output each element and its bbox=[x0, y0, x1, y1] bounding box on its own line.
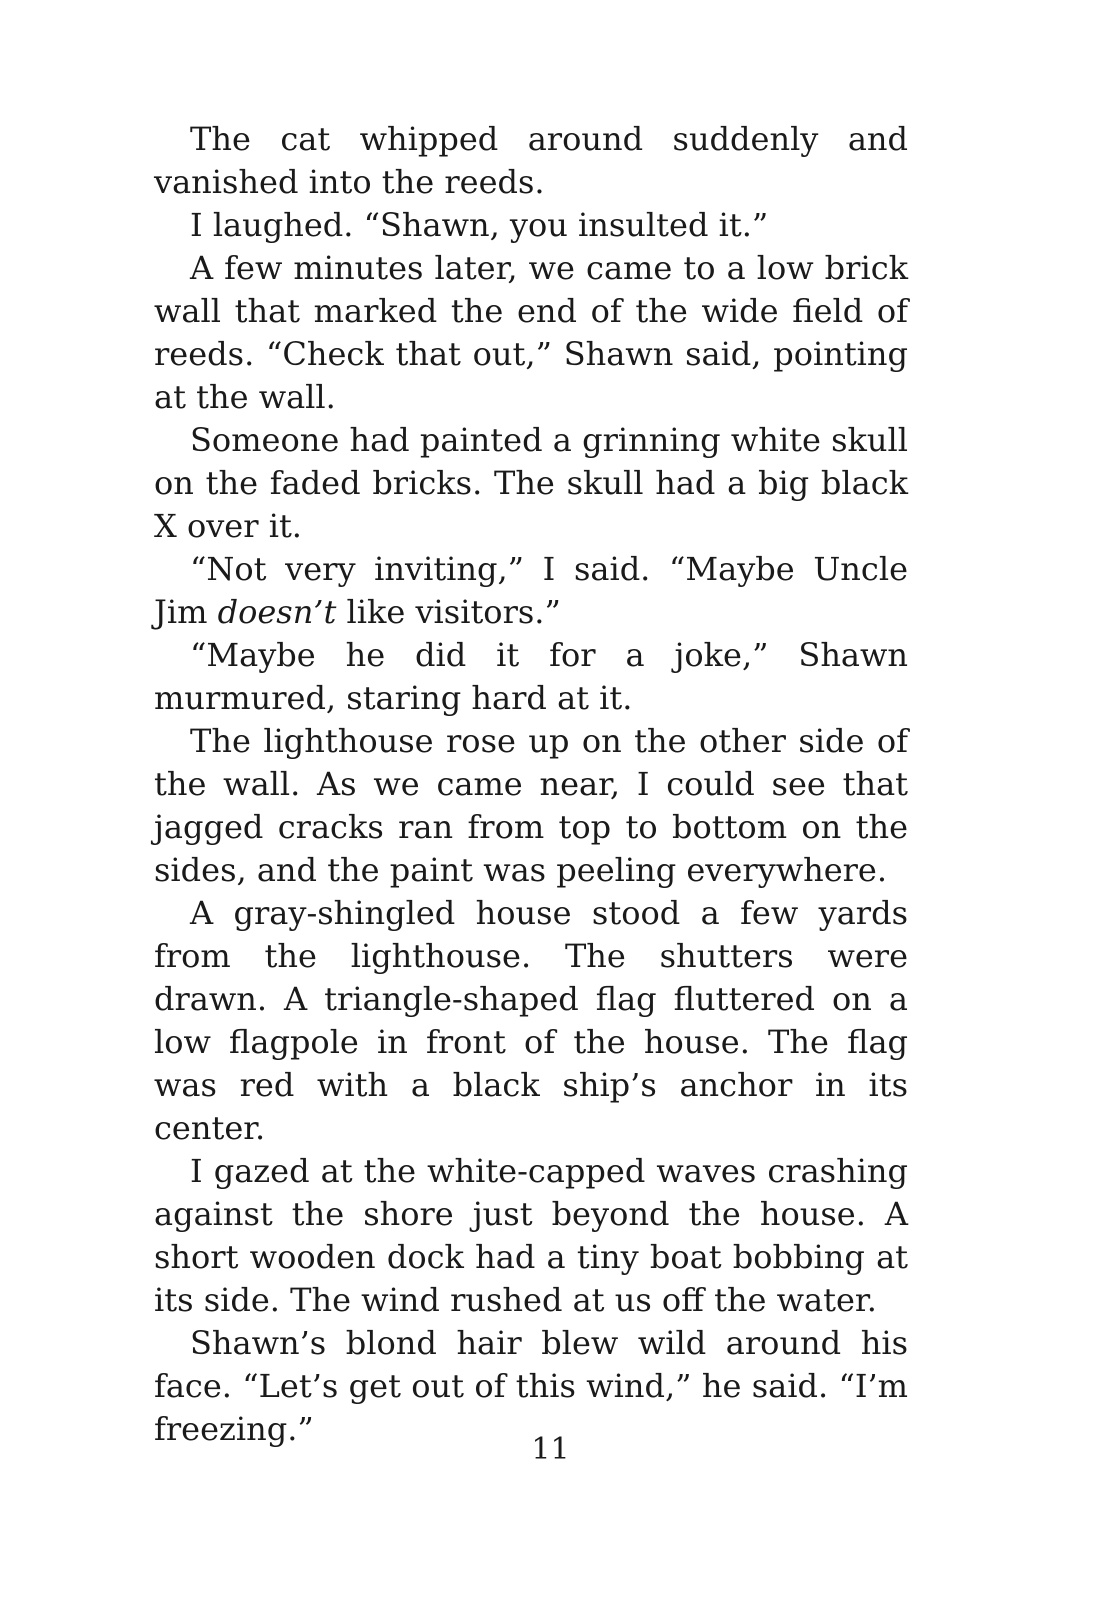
paragraph bbox=[154, 548, 908, 634]
paragraph: I gazed at the white-capped waves crashing against the shore just beyond the house. A short wooden dock had a tiny boat bobbing at its side. The wind rushed at us off the water. bbox=[154, 1152, 908, 1319]
paragraph: I laughed. “Shawn, you insulted it.” bbox=[190, 206, 769, 244]
paragraph: The lighthouse rose up on the other side of the wall. As we came near, I could see that jagged cracks ran from top to bottom on the sides, and the paint was peeling everywhere. bbox=[154, 722, 908, 889]
paragraph: Shawn’s blond hair blew wild around his face. “Let’s get out of this wind,” he said. “I’m freezing.” bbox=[154, 1324, 908, 1448]
paragraph: A gray-shingled house stood a few yards from the lighthouse. The shutters were drawn. A triangle-shaped flag fluttered on a low flagpole in front of the house. The flag was red with a black ship’s anchor in its center. bbox=[154, 894, 908, 1147]
page-number: 11 bbox=[531, 1432, 570, 1467]
paragraph: A few minutes later, we came to a low brick wall that marked the end of the wide field of reeds. “Check that out,” Shawn said, pointing at the wall. bbox=[154, 249, 908, 416]
paragraph-text: “Not very inviting,” I said. “Maybe Uncle Jim bbox=[154, 550, 908, 631]
paragraph: “Maybe he did it for a joke,” Shawn murmured, staring hard at it. bbox=[154, 636, 908, 717]
paragraph-text: like visitors.” bbox=[336, 593, 561, 631]
body-text bbox=[154, 118, 908, 1451]
paragraph: Someone had painted a grinning white skull on the faded bricks. The skull had a big black X over it. bbox=[154, 421, 908, 545]
italic-text: doesn’t bbox=[217, 593, 337, 631]
paragraph: The cat whipped around suddenly and vanished into the reeds. bbox=[154, 120, 908, 201]
